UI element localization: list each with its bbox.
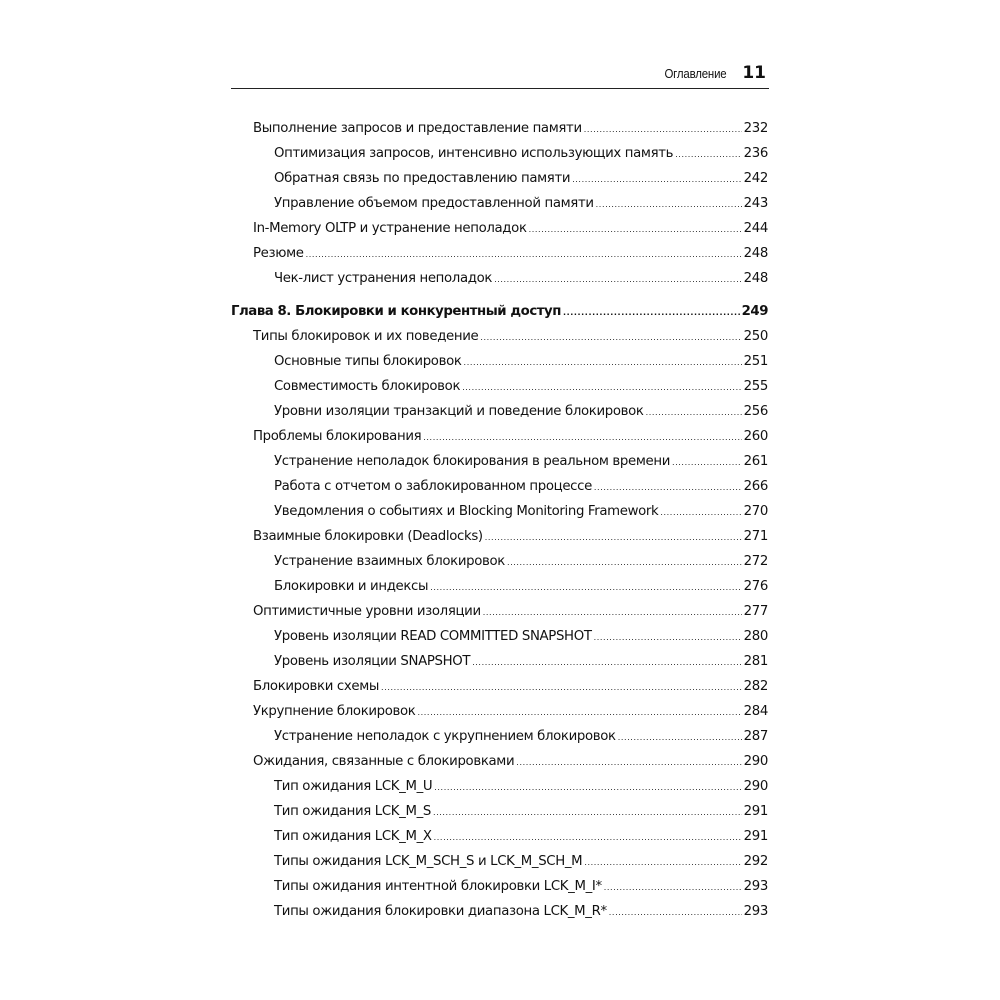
toc-entry-page: 271 <box>743 529 768 544</box>
toc-leader-dots <box>480 324 741 350</box>
toc-entry <box>231 624 768 649</box>
toc-entry-title: Блокировки схемы <box>253 679 380 694</box>
toc-entry <box>231 241 768 266</box>
toc-entry-page: 290 <box>743 779 768 794</box>
toc-leader-dots <box>472 649 742 675</box>
toc-entry <box>231 749 768 774</box>
toc-entry-page: 272 <box>743 554 768 569</box>
toc-entry <box>231 191 768 216</box>
toc-leader-dots <box>507 549 742 575</box>
running-header-title: Оглавление <box>664 66 727 81</box>
toc-entry-page: 236 <box>743 146 768 161</box>
toc-entry <box>231 799 768 824</box>
toc-entry <box>231 141 768 166</box>
toc-entry <box>231 499 768 524</box>
toc-entry <box>231 849 768 874</box>
toc-leader-dots <box>464 349 742 375</box>
toc-entry-title: Тип ожидания LCK_M_S <box>274 804 431 819</box>
toc-entry-title: Проблемы блокирования <box>253 429 422 444</box>
toc-leader-dots <box>483 599 742 625</box>
toc-entry-title: Чек-лист устранения неполадок <box>274 271 493 286</box>
toc-entry-page: 251 <box>743 354 768 369</box>
toc-entry <box>231 449 768 474</box>
toc-entry-page: 282 <box>743 679 768 694</box>
toc-entry <box>231 424 768 449</box>
toc-entry-page: 293 <box>743 879 768 894</box>
toc-entry-page: 248 <box>743 271 768 286</box>
toc-leader-dots <box>430 574 741 600</box>
toc-entry-title: Глава 8. Блокировки и конкурентный доступ <box>231 304 561 319</box>
toc-entry <box>231 774 768 799</box>
toc-entry <box>231 699 768 724</box>
toc-entry-title: Типы ожидания интентной блокировки LCK_M_I* <box>274 879 602 894</box>
toc-entry <box>231 399 768 424</box>
toc-entry <box>231 874 768 899</box>
toc-entry-title: Устранение взаимных блокировок <box>274 554 505 569</box>
toc-leader-dots <box>462 374 742 400</box>
toc-entry-page: 232 <box>743 121 768 136</box>
toc-entry <box>231 324 768 349</box>
toc-entry-page: 244 <box>743 221 768 236</box>
toc-entry <box>231 166 768 191</box>
toc-entry <box>231 549 768 574</box>
toc-entry-title: Тип ожидания LCK_M_U <box>274 779 433 794</box>
toc-entry-page: 292 <box>743 854 768 869</box>
toc-entry-page: 255 <box>743 379 768 394</box>
toc-entry-page: 291 <box>743 829 768 844</box>
toc-entry-title: Укрупнение блокировок <box>253 704 416 719</box>
toc-entry <box>231 724 768 749</box>
toc-chapter-entry <box>231 299 768 324</box>
toc-leader-dots <box>434 824 742 850</box>
toc-entry-page: 277 <box>743 604 768 619</box>
toc-entry-page: 242 <box>743 171 768 186</box>
toc-entry <box>231 349 768 374</box>
toc-leader-dots <box>596 191 742 217</box>
toc-entry <box>231 216 768 241</box>
toc-entry-title: Типы ожидания блокировки диапазона LCK_M_R* <box>274 904 607 919</box>
toc-entry-page: 250 <box>743 329 768 344</box>
toc-leader-dots <box>604 874 742 900</box>
toc-leader-dots <box>672 449 742 475</box>
toc-entry-title: Блокировки и индексы <box>274 579 429 594</box>
table-of-contents <box>231 116 768 924</box>
toc-entry-page: 293 <box>743 904 768 919</box>
toc-entry-title: Резюме <box>253 246 304 261</box>
toc-entry <box>231 116 768 141</box>
toc-entry-title: Уведомления о событиях и Blocking Monitoring Framework <box>274 504 659 519</box>
toc-entry-page: 248 <box>743 246 768 261</box>
toc-entry-page: 276 <box>743 579 768 594</box>
toc-entry-title: Выполнение запросов и предоставление памяти <box>253 121 582 136</box>
toc-entry <box>231 599 768 624</box>
toc-entry-title: Типы ожидания LCK_M_SCH_S и LCK_M_SCH_M <box>274 854 583 869</box>
toc-leader-dots <box>594 624 742 650</box>
toc-leader-dots <box>675 141 742 167</box>
toc-entry-page: 290 <box>743 754 768 769</box>
toc-entry-title: Ожидания, связанные с блокировками <box>253 754 515 769</box>
toc-leader-dots <box>660 499 741 525</box>
toc-leader-dots <box>306 241 742 267</box>
toc-entry <box>231 374 768 399</box>
toc-entry <box>231 524 768 549</box>
toc-entry-title: Совместимость блокировок <box>274 379 461 394</box>
toc-leader-dots <box>433 799 742 825</box>
toc-entry-title: Взаимные блокировки (Deadlocks) <box>253 529 483 544</box>
toc-entry-title: Основные типы блокировок <box>274 354 462 369</box>
toc-leader-dots <box>646 399 742 425</box>
toc-leader-dots <box>529 216 742 242</box>
toc-entry-page: 280 <box>743 629 768 644</box>
toc-leader-dots <box>516 749 741 775</box>
page-number: 11 <box>742 63 766 83</box>
toc-entry <box>231 649 768 674</box>
toc-leader-dots <box>381 674 742 700</box>
toc-entry-title: Уровень изоляции SNAPSHOT <box>274 654 471 669</box>
toc-entry-page: 284 <box>743 704 768 719</box>
toc-leader-dots <box>418 699 742 725</box>
toc-leader-dots <box>609 899 742 925</box>
toc-leader-dots <box>563 299 740 325</box>
toc-entry-title: Уровень изоляции READ COMMITTED SNAPSHOT <box>274 629 592 644</box>
toc-entry <box>231 266 768 291</box>
toc-entry-page: 287 <box>743 729 768 744</box>
toc-entry-page: 243 <box>743 196 768 211</box>
toc-entry-title: In-Memory OLTP и устранение неполадок <box>253 221 527 236</box>
toc-entry-title: Оптимизация запросов, интенсивно использующих память <box>274 146 674 161</box>
toc-leader-dots <box>423 424 741 450</box>
toc-entry-page: 261 <box>743 454 768 469</box>
toc-entry-page: 260 <box>743 429 768 444</box>
toc-entry <box>231 674 768 699</box>
toc-entry-title: Устранение неполадок блокирования в реальном времени <box>274 454 670 469</box>
toc-entry <box>231 574 768 599</box>
toc-leader-dots <box>594 474 742 500</box>
toc-leader-dots <box>494 266 742 292</box>
toc-entry-page: 256 <box>743 404 768 419</box>
toc-entry-title: Управление объемом предоставленной памяти <box>274 196 594 211</box>
toc-entry-page: 281 <box>743 654 768 669</box>
toc-leader-dots <box>572 166 742 192</box>
toc-leader-dots <box>485 524 742 550</box>
toc-entry <box>231 824 768 849</box>
toc-entry-page: 270 <box>743 504 768 519</box>
toc-leader-dots <box>618 724 742 750</box>
toc-entry-title: Обратная связь по предоставлению памяти <box>274 171 571 186</box>
toc-entry-title: Работа с отчетом о заблокированном процессе <box>274 479 592 494</box>
toc-leader-dots <box>434 774 741 800</box>
toc-entry <box>231 899 768 924</box>
toc-entry-title: Оптимистичные уровни изоляции <box>253 604 481 619</box>
toc-leader-dots <box>584 849 741 875</box>
toc-entry <box>231 474 768 499</box>
toc-entry-title: Типы блокировок и их поведение <box>253 329 479 344</box>
toc-entry-title: Устранение неполадок с укрупнением блокировок <box>274 729 616 744</box>
toc-entry-title: Тип ожидания LCK_M_X <box>274 829 432 844</box>
page-header <box>231 56 769 89</box>
toc-entry-page: 291 <box>743 804 768 819</box>
toc-leader-dots <box>584 116 742 142</box>
toc-entry-page: 266 <box>743 479 768 494</box>
toc-entry-title: Уровни изоляции транзакций и поведение блокировок <box>274 404 644 419</box>
toc-entry-page: 249 <box>741 304 768 319</box>
